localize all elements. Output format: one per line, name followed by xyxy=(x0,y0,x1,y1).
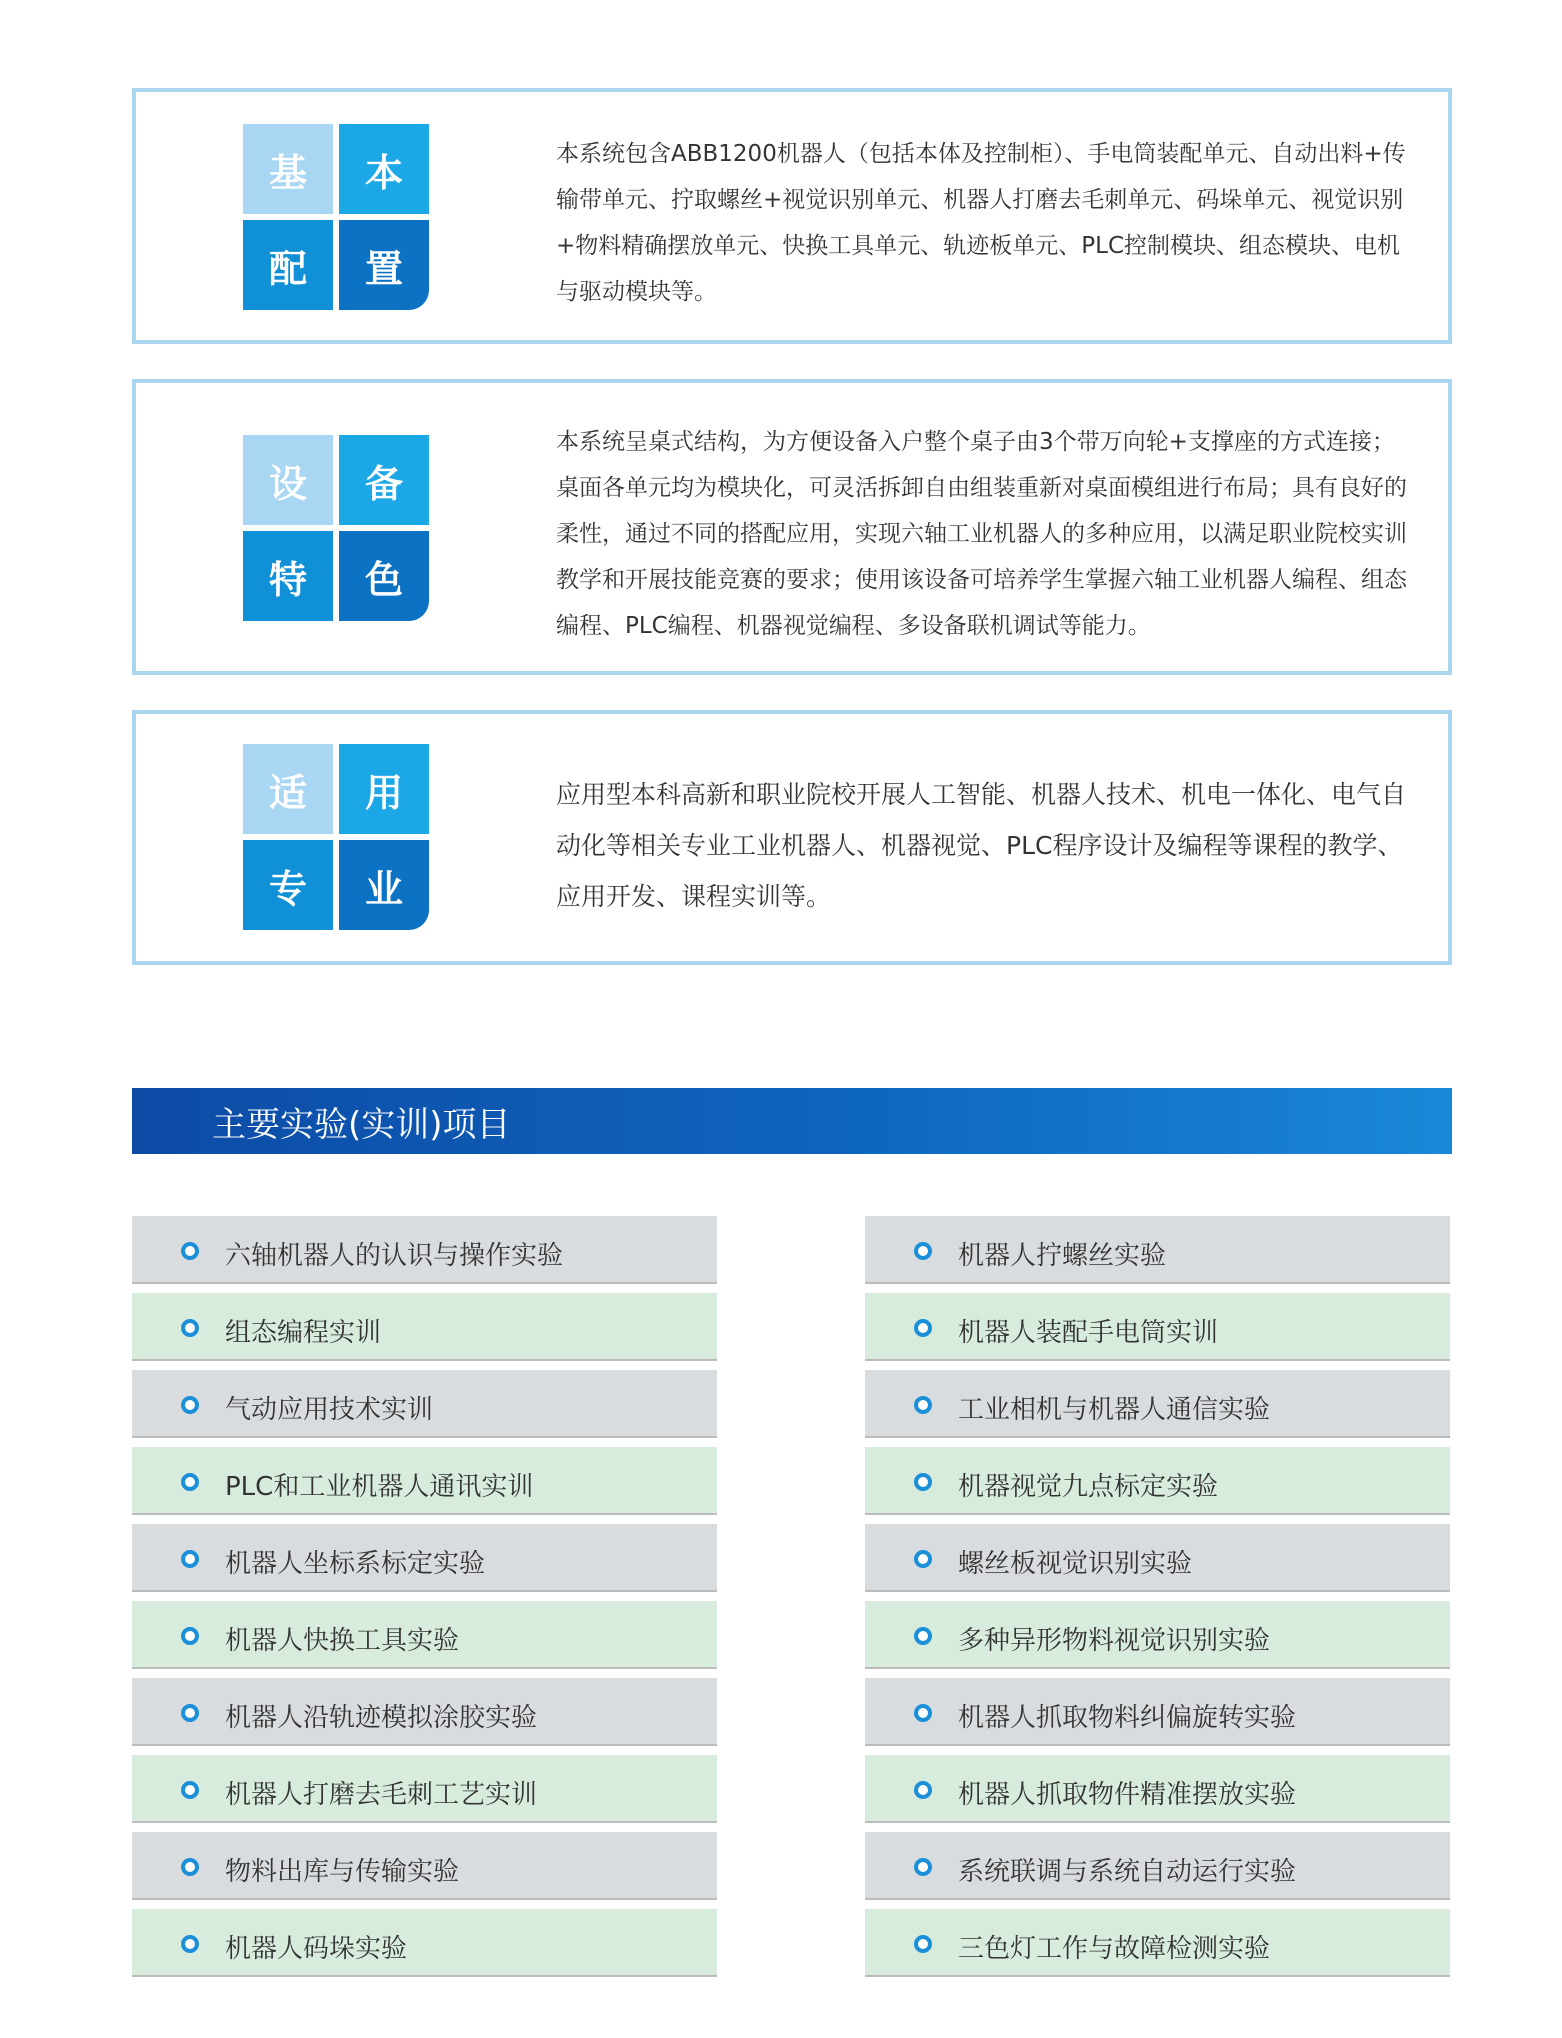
experiment-item xyxy=(865,1832,1450,1900)
experiment-item xyxy=(865,1370,1450,1438)
experiment-item xyxy=(132,1447,717,1515)
title-tile: 基 xyxy=(243,124,333,214)
section-description: 应用型本科高新和职业院校开展人工智能、机器人技术、机电一体化、电气自动化等相关专业工业机器人、机器视觉、PLC程序设计及编程等课程的教学、应用开发、课程实训等。 xyxy=(556,780,1407,911)
basic-config-card xyxy=(132,88,1452,344)
experiment-item xyxy=(132,1601,717,1669)
experiment-label: 机器人抓取物料纠偏旋转实验 xyxy=(958,1703,1297,1733)
bullet-icon xyxy=(914,1704,932,1722)
title-tile: 本 xyxy=(339,124,429,214)
experiment-label: 系统联调与系统自动运行实验 xyxy=(958,1857,1297,1887)
title-tile: 业 xyxy=(339,840,429,930)
bullet-icon xyxy=(914,1473,932,1491)
title-tile: 设 xyxy=(243,435,333,525)
experiments-list-right xyxy=(865,1216,1450,1986)
experiment-item xyxy=(132,1524,717,1592)
bullet-icon xyxy=(914,1319,932,1337)
experiment-item xyxy=(132,1678,717,1746)
experiment-item xyxy=(865,1755,1450,1823)
bullet-icon xyxy=(181,1627,199,1645)
experiment-label: 气动应用技术实训 xyxy=(225,1395,434,1425)
bullet-icon xyxy=(181,1550,199,1568)
experiments-title: 主要实验(实训)项目 xyxy=(212,1104,511,1145)
section-description: 本系统包含ABB1200机器人（包括本体及控制柜）、手电筒装配单元、自动出料+传输带单元、拧取螺丝+视觉识别单元、机器人打磨去毛刺单元、码垛单元、视觉识别+物料精确摆放单元、快换工具单元、轨迹板单元、PLC控制模块、组态模块、电机与驱动模块等。 xyxy=(556,141,1406,305)
bullet-icon xyxy=(914,1396,932,1414)
experiment-item xyxy=(132,1370,717,1438)
experiment-item xyxy=(865,1293,1450,1361)
section-title-tiles xyxy=(243,435,429,621)
section-title-tiles xyxy=(243,744,429,930)
section-title-tiles xyxy=(243,124,429,310)
applicable-majors-card xyxy=(132,710,1452,965)
experiment-label: PLC和工业机器人通讯实训 xyxy=(225,1472,534,1502)
experiment-label: 机器人快换工具实验 xyxy=(225,1626,460,1656)
experiment-label: 机器人打磨去毛刺工艺实训 xyxy=(225,1780,538,1810)
bullet-icon xyxy=(914,1858,932,1876)
section-description: 本系统呈桌式结构，为方便设备入户整个桌子由3个带万向轮+支撑座的方式连接；桌面各单元均为模块化，可灵活拆卸自由组装重新对桌面模组进行布局；具有良好的柔性，通过不同的搭配应用，实现六轴工业机器人的多种应用，以满足职业院校实训教学和开展技能竞赛的要求；使用该设备可培养学生掌握六轴工业机器人编程、组态编程、PLC编程、机器视觉编程、多设备联机调试等能力。 xyxy=(556,429,1407,639)
experiment-label: 三色灯工作与故障检测实验 xyxy=(958,1934,1271,1964)
title-tile: 配 xyxy=(243,220,333,310)
experiment-item xyxy=(132,1216,717,1284)
bullet-icon xyxy=(181,1473,199,1491)
experiment-label: 机器人装配手电筒实训 xyxy=(958,1318,1219,1348)
experiment-label: 螺丝板视觉识别实验 xyxy=(958,1549,1193,1579)
experiment-item xyxy=(865,1601,1450,1669)
experiment-item xyxy=(865,1447,1450,1515)
experiment-item xyxy=(132,1755,717,1823)
experiment-label: 多种异形物料视觉识别实验 xyxy=(958,1626,1271,1656)
bullet-icon xyxy=(181,1858,199,1876)
title-tile: 特 xyxy=(243,531,333,621)
experiment-label: 机器视觉九点标定实验 xyxy=(958,1472,1219,1502)
bullet-icon xyxy=(181,1242,199,1260)
experiment-item xyxy=(132,1293,717,1361)
bullet-icon xyxy=(181,1781,199,1799)
experiment-label: 机器人码垛实验 xyxy=(225,1934,408,1964)
experiment-label: 六轴机器人的认识与操作实验 xyxy=(225,1241,564,1271)
experiment-label: 组态编程实训 xyxy=(225,1318,382,1348)
experiment-label: 机器人沿轨迹模拟涂胶实验 xyxy=(225,1703,538,1733)
experiment-item xyxy=(865,1216,1450,1284)
experiment-label: 物料出库与传输实验 xyxy=(225,1857,460,1887)
experiment-item xyxy=(132,1909,717,1977)
experiments-banner xyxy=(132,1088,1452,1154)
bullet-icon xyxy=(914,1781,932,1799)
bullet-icon xyxy=(181,1935,199,1953)
experiments-list-left xyxy=(132,1216,717,1986)
title-tile: 置 xyxy=(339,220,429,310)
bullet-icon xyxy=(914,1935,932,1953)
experiment-label: 工业相机与机器人通信实验 xyxy=(958,1395,1271,1425)
title-tile: 备 xyxy=(339,435,429,525)
bullet-icon xyxy=(181,1396,199,1414)
experiment-item xyxy=(865,1524,1450,1592)
experiment-label: 机器人坐标系标定实验 xyxy=(225,1549,486,1579)
experiment-item xyxy=(865,1909,1450,1977)
device-features-card xyxy=(132,379,1452,675)
experiment-item xyxy=(865,1678,1450,1746)
bullet-icon xyxy=(181,1319,199,1337)
experiment-item xyxy=(132,1832,717,1900)
bullet-icon xyxy=(914,1242,932,1260)
title-tile: 专 xyxy=(243,840,333,930)
bullet-icon xyxy=(914,1550,932,1568)
title-tile: 用 xyxy=(339,744,429,834)
title-tile: 色 xyxy=(339,531,429,621)
title-tile: 适 xyxy=(243,744,333,834)
bullet-icon xyxy=(914,1627,932,1645)
bullet-icon xyxy=(181,1704,199,1722)
experiment-label: 机器人拧螺丝实验 xyxy=(958,1241,1167,1271)
experiment-label: 机器人抓取物件精准摆放实验 xyxy=(958,1780,1297,1810)
